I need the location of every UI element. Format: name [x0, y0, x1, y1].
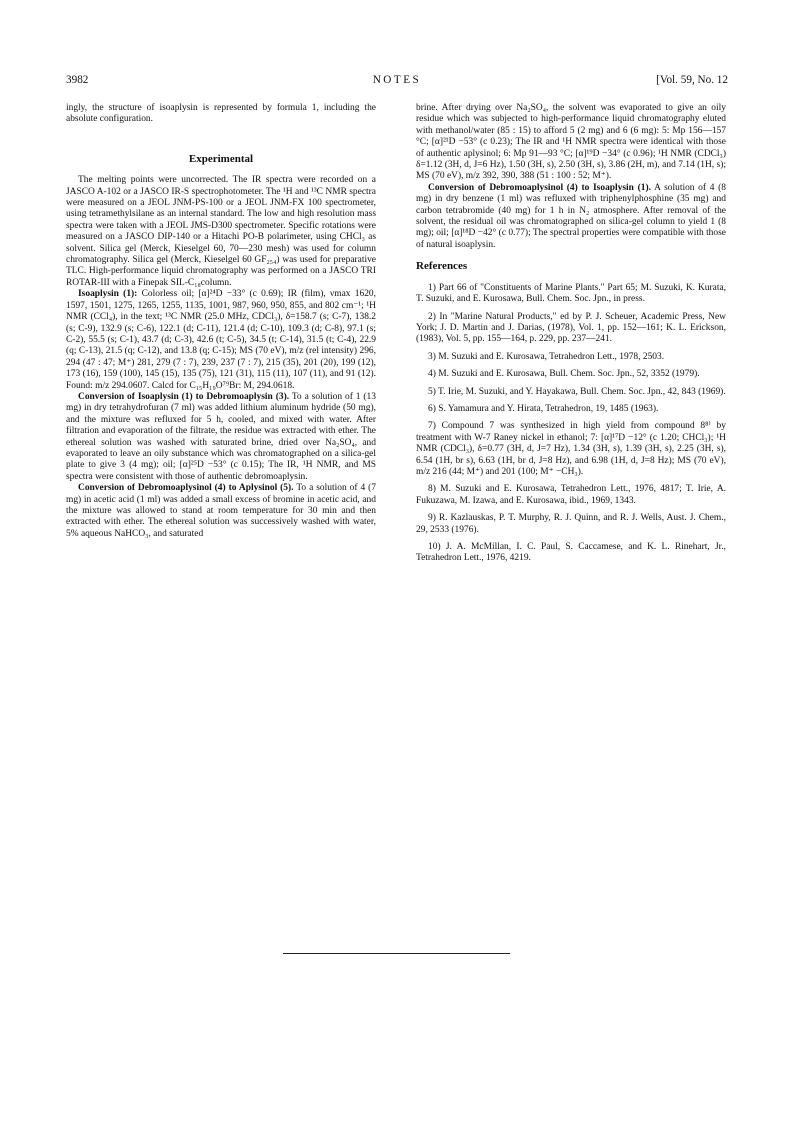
reference-item: 4) M. Suzuki and E. Kurosawa, Bull. Chem. Soc. Jpn., 52, 3352 (1979). — [428, 369, 700, 380]
reference-item: 9) R. Kazlauskas, P. T. Murphy, R. J. Quinn, and R. J. Wells, Aust. J. Chem., 29, 2533 (1976). — [416, 513, 726, 535]
reference-item: 7) Compound 7 was synthesized in high yield from compound 8⁸⁾ by treatment with W-7 Raney nickel in ethanol; 7: [α]¹⁷D −12° (c 1.20; CHCl₃); ¹H NMR (CDCl₃), δ=0.77 (3H, d, J=7 Hz), 1.34 (3H, s), 1.39 (3H, s), 2.25 (3H, s), 6.54 (1H, br s), 6.63 (1H, br d, J=8 Hz), and 6.98 (1H, d, J=8 Hz); MS (70 eV), m/z 216 (44; M⁺) and 201 (100; M⁺ −CH₃). — [416, 421, 726, 477]
reference-item: 1) Part 66 of "Constituents of Marine Plants." Part 65; M. Suzuki, K. Kurata, T. Suzuki, and E. Kurosawa, Bull. Chem. Soc. Jpn., in press. — [416, 282, 726, 305]
page-header — [66, 74, 728, 90]
conversion-aplysinol-paragraph — [66, 483, 376, 540]
left-column — [66, 103, 376, 540]
intro-paragraph: ingly, the structure of isoaplysin is represented by formula 1, including the absolute configuration. — [66, 103, 376, 125]
right-column — [416, 103, 726, 571]
methods-paragraph: The melting points were uncorrected. The IR spectra were recorded on a JASCO A-102 or a JASCO IR-S spectrophotometer. The ¹H and ¹³C NMR spectra were measured on a JEOL JNM-PS-100 or a JEOL JNM-FX 100 spectrometer, using tetramethylsilane as an internal standard. The low and high resolution mass spectra were taken with a JEOL JMS-D300 spectrometer. Specific rotations were measured on a JASCO DIP-140 or a Hitachi PO-B polarimeter, using CHCl₃ as solvent. Silica gel (Merck, Kieselgel 60, 70—230 mesh) was used for column chromatography. Silica gel (Merck, Kieselgel 60 GF₂₅₄) was used for preparative TLC. High-performance liquid chromatography was performed on a JASCO TRI ROTAR-III with a Finepak SIL-C₁₈column. — [66, 175, 376, 288]
isoaplysin-paragraph — [66, 289, 376, 392]
page-number: 3982 — [66, 74, 89, 86]
reference-item: 5) T. Irie, M. Suzuki, and Y. Hayakawa, Bull. Chem. Soc. Jpn., 42, 843 (1969). — [428, 386, 726, 397]
conversion-debromoaplysin-heading: Conversion of Isoaplysin (1) to Debromoaplysin (3). — [78, 391, 290, 402]
reference-item: 8) M. Suzuki and E. Kurosawa, Tetrahedron Lett., 1976, 4817; T. Irie, A. Fukuzawa, M. Izawa, and E. Kurosawa, ibid., 1969, 1343. — [416, 484, 726, 506]
reference-item: 2) In "Marine Natural Products," ed by P. J. Scheuer, Academic Press, New York; J. D. Martin and J. Darias, (1978), Vol. 1, pp. 152—161; K. L. Erickson, (1983), Vol. 5, pp. 155—164, p. 229, pp. 237—241. — [416, 311, 726, 345]
conversion-debromoaplysin-paragraph — [66, 392, 376, 483]
isoaplysin-text: Colorless oil; [α]²⁴D −33° (c 0.69); IR (film), νmax 1620, 1597, 1501, 1275, 1265, 1255, 1135, 1001, 987, 960, 950, 855, and 802 cm⁻¹; ¹H NMR (CCl₄), in the text; ¹³C NMR (25.0 MHz, CDCl₃), δ=158.7 (s; C-7), 138.2 (s; C-9), 132.9 (s; C-6), 122.1 (d; C-11), 121.4 (d; C-10), 109.3 (d; C-8), 97.1 (s; C-2), 55.5 (s; C-1), 43.7 (d; C-3), 42.6 (t; C-5), 34.5 (t; C-14), 31.5 (t; C-4), 22.9 (q; C-13), 21.5 (q; C-12), and 13.8 (q; C-15); MS (70 eV), m/z (rel intensity) 296, 294 (47 : 47; M⁺) 281, 279 (7 : 7), 239, 237 (7 : 7), 215 (35), 201 (20), 199 (12), 173 (16), 159 (100), 145 (15), 135 (75), 121 (31), 115 (11), 107 (11), and 91 (12). Found: m/z 294.0607. Calcd for C₁₅H₁₉O⁷⁹Br: M, 294.0618. — [66, 289, 376, 391]
conversion-debromoaplysin-text: To a solution of 1 (13 mg) in dry tetrahydrofuran (7 ml) was added lithium aluminum hydride (50 mg), and the mixture was refluxed for 5 h, cooled, and mixed with water. After filtration and evaporation of the filtrate, the residue was extracted with ether. The ethereal solution was washed with saturated brine, dried over Na₂SO₄, and evaporated to leave an oily substance which was chromatographed on a silica-gel plate to give 3 (4 mg); oil; [α]²⁵D −53° (c 0.15); The IR, ¹H NMR, and MS spectra were consistent with those of authentic debromoaplysin. — [66, 391, 376, 482]
running-title: NOTES — [372, 74, 422, 86]
continued-paragraph: brine. After drying over Na₂SO₄, the solvent was evaporated to give an oily residue which was subjected to high-performance liquid chromatography eluted with methanol/water (85 : 15) to afford 5 (2 mg) and 6 (6 mg): 5: Mp 156—157 °C; [α]²¹D −53° (c 0.23); The IR and ¹H NMR spectra were identical with those of authentic aplysinol; 6: Mp 91—93 °C; [α]¹⁹D −34° (c 0.96); ¹H NMR (CDCl₃) δ=1.12 (3H, d, J=6 Hz), 1.50 (3H, s), 2.50 (3H, s), 3.86 (2H, m), and 7.14 (1H, s); MS (70 eV), m/z 392, 390, 388 (51 : 100 : 52; M⁺). — [416, 103, 726, 182]
conversion-isoaplysin-paragraph — [416, 183, 726, 251]
end-rule — [283, 953, 510, 954]
isoaplysin-heading: Isoaplysin (1): — [78, 289, 138, 300]
references-list — [416, 283, 726, 565]
conversion-aplysinol-heading: Conversion of Debromoaplysinol (4) to Aplysinol (5). — [78, 483, 294, 494]
conversion-isoaplysin-heading: Conversion of Debromoaplysinol (4) to Isoaplysin (1). — [428, 182, 651, 193]
reference-item: 10) J. A. McMillan, I. C. Paul, S. Caccamese, and K. L. Rinehart, Jr., Tetrahedron Lett., 1976, 4219. — [416, 542, 726, 564]
conversion-aplysinol-text: To a solution of 4 (7 mg) in acetic acid (1 ml) was added a small excess of bromine in acetic acid, and the mixture was allowed to stand at room temperature for 30 min and then extracted with ether. The ethereal solution was successively washed with water, 5% aqueous NaHCO₃, and saturated — [66, 483, 376, 539]
references-heading: References — [416, 260, 468, 273]
reference-item: 3) M. Suzuki and E. Kurosawa, Tetrahedron Lett., 1978, 2503. — [428, 351, 665, 362]
reference-item: 6) S. Yamamura and Y. Hirata, Tetrahedron, 19, 1485 (1963). — [428, 403, 659, 414]
conversion-isoaplysin-text: A solution of 4 (8 mg) in dry benzene (1 ml) was refluxed with triphenylphosphine (35 mg) and carbon tetrabromide (40 mg) for 1 h in N₂ atmosphere. After removal of the solvent, the residual oil was chromatographed on silica-gel column to yield 1 (8 mg); oil; [α]¹⁸D −42° (c 0.77); The spectral properties were compatible with those of natural isoaplysin. — [416, 182, 726, 250]
volume-info: [Vol. 59, No. 12 — [656, 74, 728, 86]
experimental-heading: Experimental — [188, 152, 254, 165]
